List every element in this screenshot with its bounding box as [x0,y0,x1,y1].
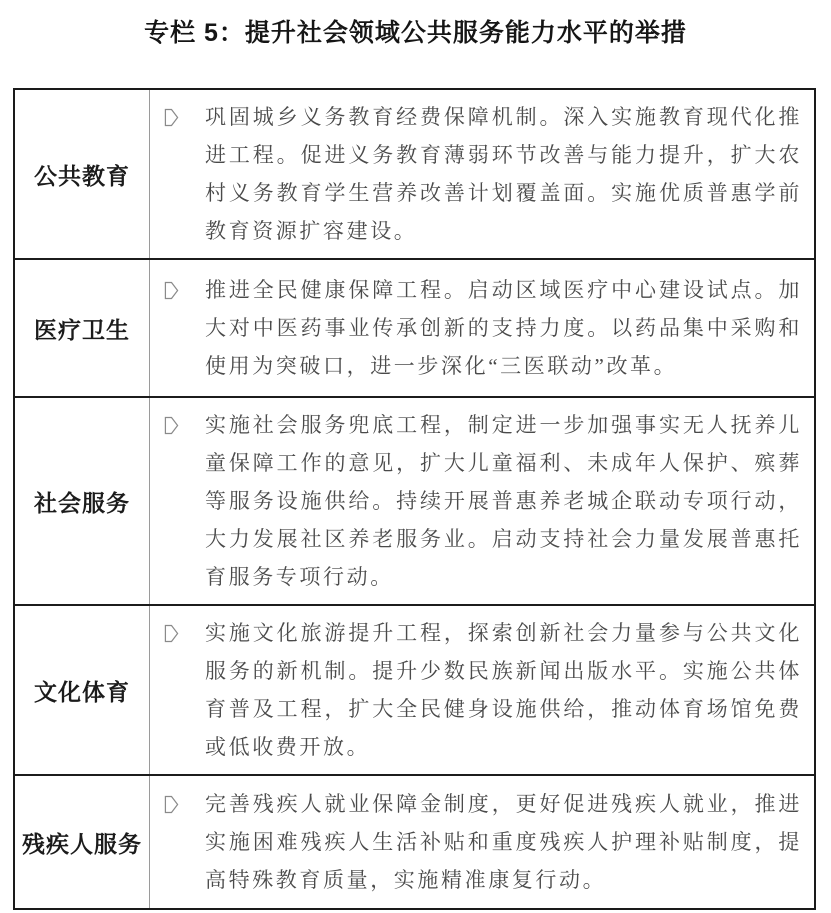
measure-text: 实施社会服务兜底工程，制定进一步加强事实无人抚养儿童保障工作的意见，扩大儿童福利、未成年人保护、殡葬等服务设施供给。持续开展普惠养老城企联动专项行动，大力发展社区养老服务业。启动支持社会力量发展普惠托育服务专项行动。 [205,413,802,589]
pentagon-arrow-right-icon [164,108,179,127]
table-row [15,398,814,606]
table-row [15,776,814,908]
category-cell [15,260,150,396]
measure-text: 完善残疾人就业保障金制度，更好促进残疾人就业，推进实施困难残疾人生活补贴和重度残疾人护理补贴制度，提高特殊教育质量，实施精准康复行动。 [205,792,802,892]
table-row [15,260,814,398]
content-cell [150,90,814,258]
category-label: 公共教育 [34,162,130,189]
content-cell [150,606,814,774]
category-label: 社会服务 [34,489,130,516]
page-title: 专栏 5：提升社会领域公共服务能力水平的举措 [144,19,687,47]
category-label: 文化体育 [34,678,130,705]
content-cell [150,260,814,396]
category-label: 医疗卫生 [34,316,130,343]
measures-table [13,88,816,910]
table-row [15,90,814,260]
pentagon-arrow-right-icon [164,624,179,643]
content-cell [150,776,814,908]
category-cell [15,90,150,258]
table-row [15,606,814,776]
category-cell [15,398,150,604]
measure-text: 巩固城乡义务教育经费保障机制。深入实施教育现代化推进工程。促进义务教育薄弱环节改善与能力提升，扩大农村义务教育学生营养改善计划覆盖面。实施优质普惠学前教育资源扩容建设。 [205,105,802,243]
pentagon-arrow-right-icon [164,416,179,435]
category-cell [15,776,150,908]
content-cell [150,398,814,604]
pentagon-arrow-right-icon [164,795,179,814]
category-label: 残疾人服务 [22,830,142,857]
measure-text: 实施文化旅游提升工程，探索创新社会力量参与公共文化服务的新机制。提升少数民族新闻出版水平。实施公共体育普及工程，扩大全民健身设施供给，推动体育场馆免费或低收费开放。 [205,621,802,759]
category-cell [15,606,150,774]
pentagon-arrow-right-icon [164,281,179,300]
measure-text: 推进全民健康保障工程。启动区域医疗中心建设试点。加大对中医药事业传承创新的支持力度。以药品集中采购和使用为突破口，进一步深化“三医联动”改革。 [205,278,802,378]
